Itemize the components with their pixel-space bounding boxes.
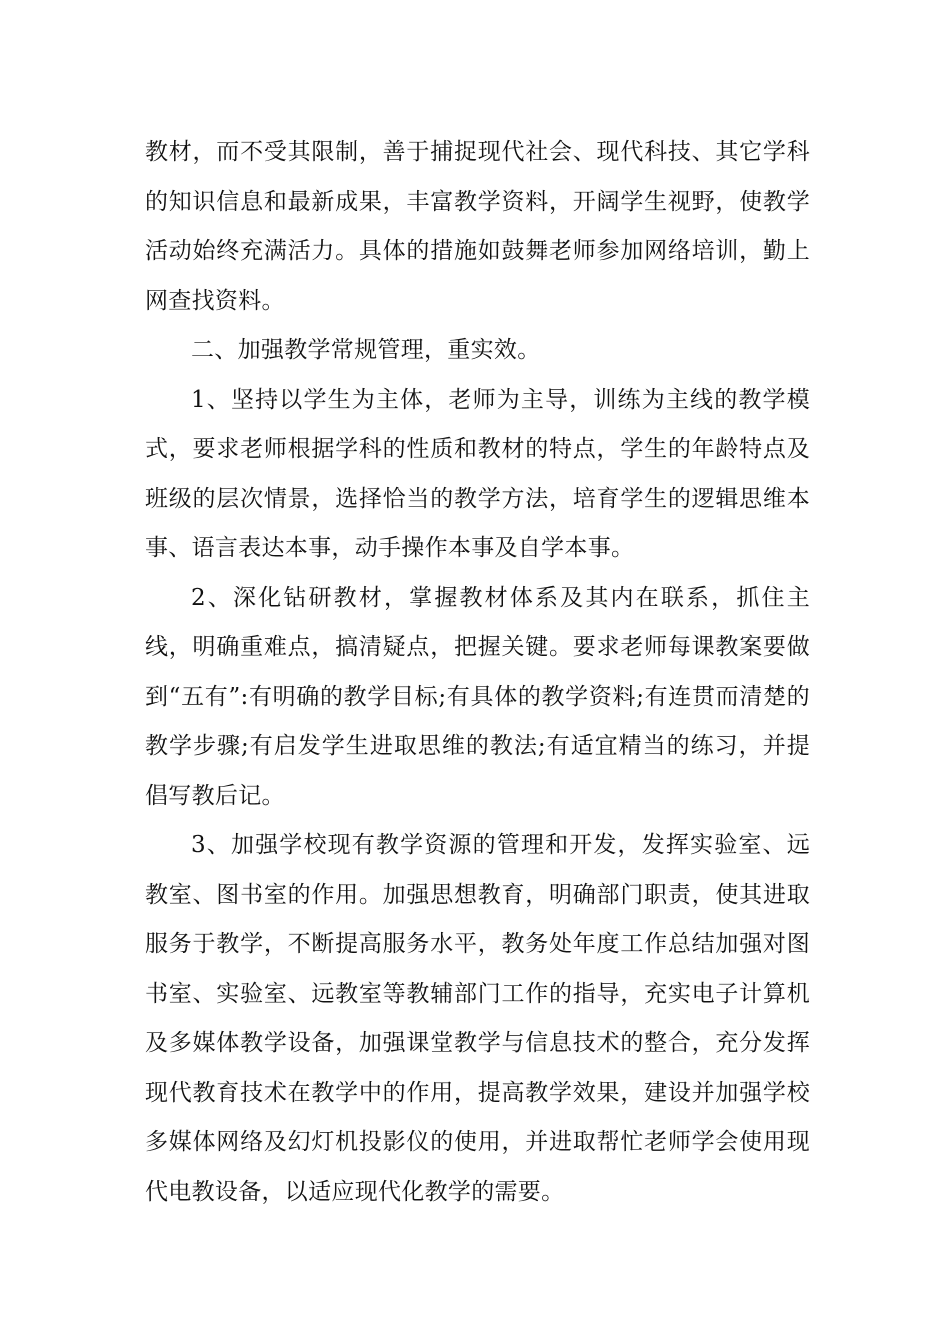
paragraph-item-3: 3、加强学校现有教学资源的管理和开发，发挥实验室、远教室、图书室的作用。加强思想教育，明确部门职责，使其进取服务于教学，不断提高服务水平，教务处年度工作总结加强对图书室、实验室、远教室等教辅部门工作的指导，充实电子计算机及多媒体教学设备，加强课堂教学与信息技术的整合，充分发挥现代教育技术在教学中的作用，提高教学效果，建设并加强学校多媒体网络及幻灯机投影仪的使用，并进取帮忙老师学会使用现代电教设备，以适应现代化教学的需要。 [145,832,810,1205]
paragraph-continuation: 教材，而不受其限制，善于捕捉现代社会、现代科技、其它学科的知识信息和最新成果，丰富教学资料，开阔学生视野，使教学活动始终充满活力。具体的措施如鼓舞老师参加网络培训，勤上网查找资料。 [145,139,810,314]
document-body [145,128,810,1217]
section-heading: 二、加强教学常规管理，重实效。 [191,337,541,363]
paragraph-item-1: 1、坚持以学生为主体，老师为主导，训练为主线的教学模式，要求老师根据学科的性质和教材的特点，学生的年龄特点及班级的层次情景，选择恰当的教学方法，培育学生的逻辑思维本事、语言表达本事，动手操作本事及自学本事。 [145,386,810,561]
paragraph-item-2: 2、深化钻研教材，掌握教材体系及其内在联系，抓住主线，明确重难点，搞清疑点，把握关键。要求老师每课教案要做到“五有”:有明确的教学目标;有具体的教学资料;有连贯而清楚的教学步骤;有启发学生进取思维的教法;有适宜精当的练习，并提倡写教后记。 [145,584,810,809]
